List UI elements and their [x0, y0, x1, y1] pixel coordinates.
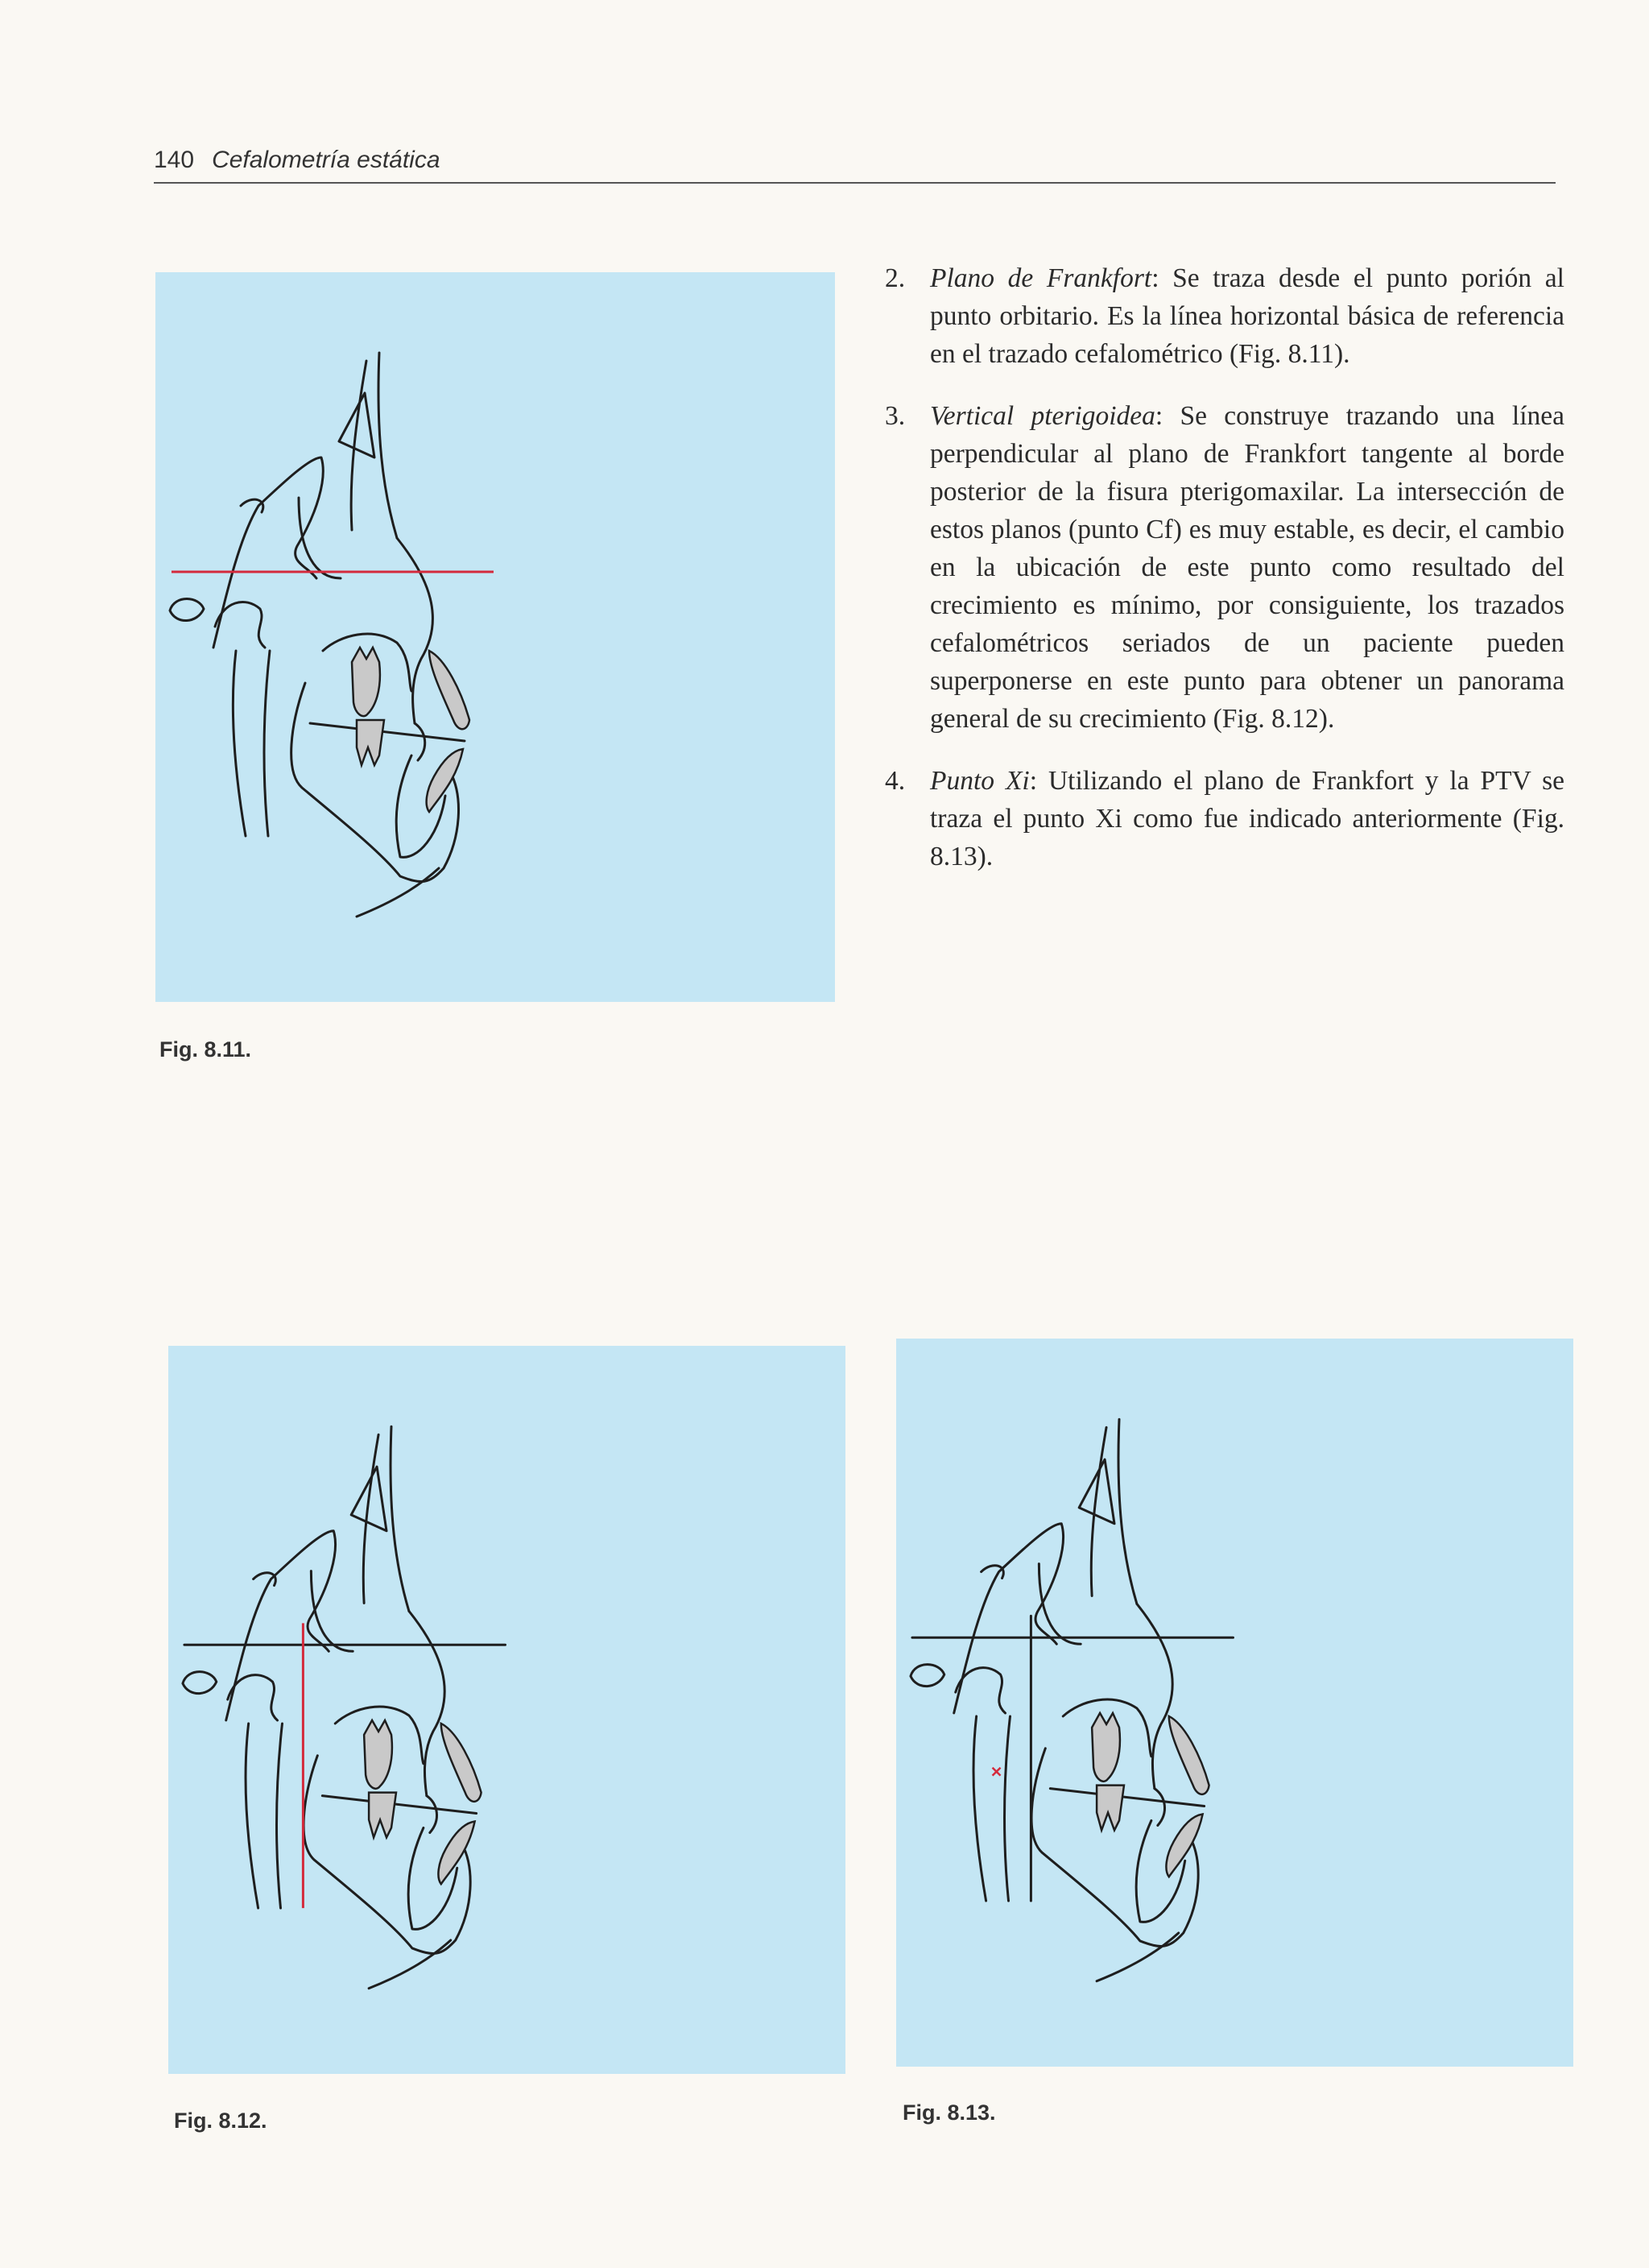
incisor-upper	[429, 651, 469, 729]
running-title: Cefalometría estática	[212, 147, 440, 173]
body-text	[880, 259, 1564, 900]
molar-crown	[1092, 1713, 1120, 1782]
ramus-outline	[973, 1716, 986, 1901]
item-term: Punto Xi	[930, 766, 1030, 796]
page-number: 140	[154, 147, 195, 173]
occlusal-plane	[1050, 1789, 1204, 1807]
figure-8-12	[168, 1346, 845, 2074]
molar-root	[369, 1793, 396, 1838]
incisor-upper	[1169, 1716, 1209, 1794]
ramus-outline	[264, 651, 270, 836]
ramus-outline	[1005, 1716, 1010, 1901]
figure-caption: Fig. 8.12.	[174, 2109, 267, 2133]
molar-root	[1097, 1786, 1124, 1831]
ear-rod	[183, 1672, 217, 1694]
nose-profile	[1137, 1604, 1172, 1788]
item-term: Vertical pterigoidea	[930, 401, 1155, 431]
soft-tissue-lip	[427, 1796, 437, 1833]
figure-8-13	[896, 1339, 1573, 2067]
nasal-bone-outline	[1091, 1427, 1106, 1595]
running-header	[154, 147, 1556, 184]
item-text: : Utilizando el plano de Frankfort y la PTV se traza el punto Xi como fue indicado anteriormente (Fig. 8.13).	[930, 766, 1564, 871]
list-item	[880, 762, 1564, 875]
nasal-bone-outline	[363, 1434, 378, 1603]
list-item	[880, 397, 1564, 738]
occlusal-plane	[322, 1796, 476, 1814]
figure-8-11	[155, 272, 835, 1002]
item-number: 2.	[885, 263, 906, 293]
ear-rod	[911, 1665, 944, 1687]
chin-outline	[1097, 1933, 1179, 1981]
item-text: : Se traza desde el punto porión al punto orbitario. Es la línea horizontal básica de referencia en el trazado cefalométrico (Fig. 8.11).	[930, 263, 1564, 369]
nasal-bone-outline	[378, 353, 397, 538]
figure-caption: Fig. 8.11.	[159, 1037, 252, 1062]
nasal-bone-outline	[391, 1426, 409, 1611]
item-number: 3.	[885, 401, 906, 431]
cephalometric-tracing	[896, 1339, 1573, 2067]
nasal-bone-outline	[351, 361, 366, 530]
item-term: Plano de Frankfort	[930, 263, 1152, 293]
item-text: : Se construye trazando una línea perpendicular al plano de Frankfort tangente al borde posterior de la fisura pterigomaxilar. La intersección de estos planos (punto Cf) es muy estable, es decir, el cambio en la ubicación de este punto como resultado del crecimiento es mínimo, por consiguiente, los trazados cefalométricos seriados de un paciente pueden superponerse en este punto para obtener un panorama general de su crecimiento (Fig. 8.12).	[930, 401, 1564, 734]
incisor-upper	[441, 1724, 481, 1802]
ramus-outline	[233, 651, 246, 836]
ramus-outline	[246, 1724, 258, 1908]
occlusal-plane	[310, 723, 465, 741]
chin-outline	[357, 868, 439, 917]
cephalometric-tracing	[168, 1346, 845, 2074]
cephalometric-tracing	[155, 272, 835, 1002]
soft-tissue-lip	[1155, 1789, 1165, 1826]
figure-caption: Fig. 8.13.	[903, 2100, 996, 2125]
item-number: 4.	[885, 766, 906, 796]
nasal-bone-outline	[1118, 1419, 1137, 1604]
nose-profile	[397, 538, 432, 723]
molar-root	[357, 720, 384, 765]
molar-crown	[364, 1720, 392, 1789]
list-item	[880, 259, 1564, 373]
nose-profile	[409, 1611, 444, 1795]
xi-point-marker	[993, 1768, 1001, 1776]
ramus-outline	[277, 1724, 283, 1908]
ear-rod	[170, 599, 204, 621]
chin-outline	[369, 1940, 451, 1989]
molar-crown	[352, 648, 380, 716]
soft-tissue-lip	[415, 723, 425, 760]
